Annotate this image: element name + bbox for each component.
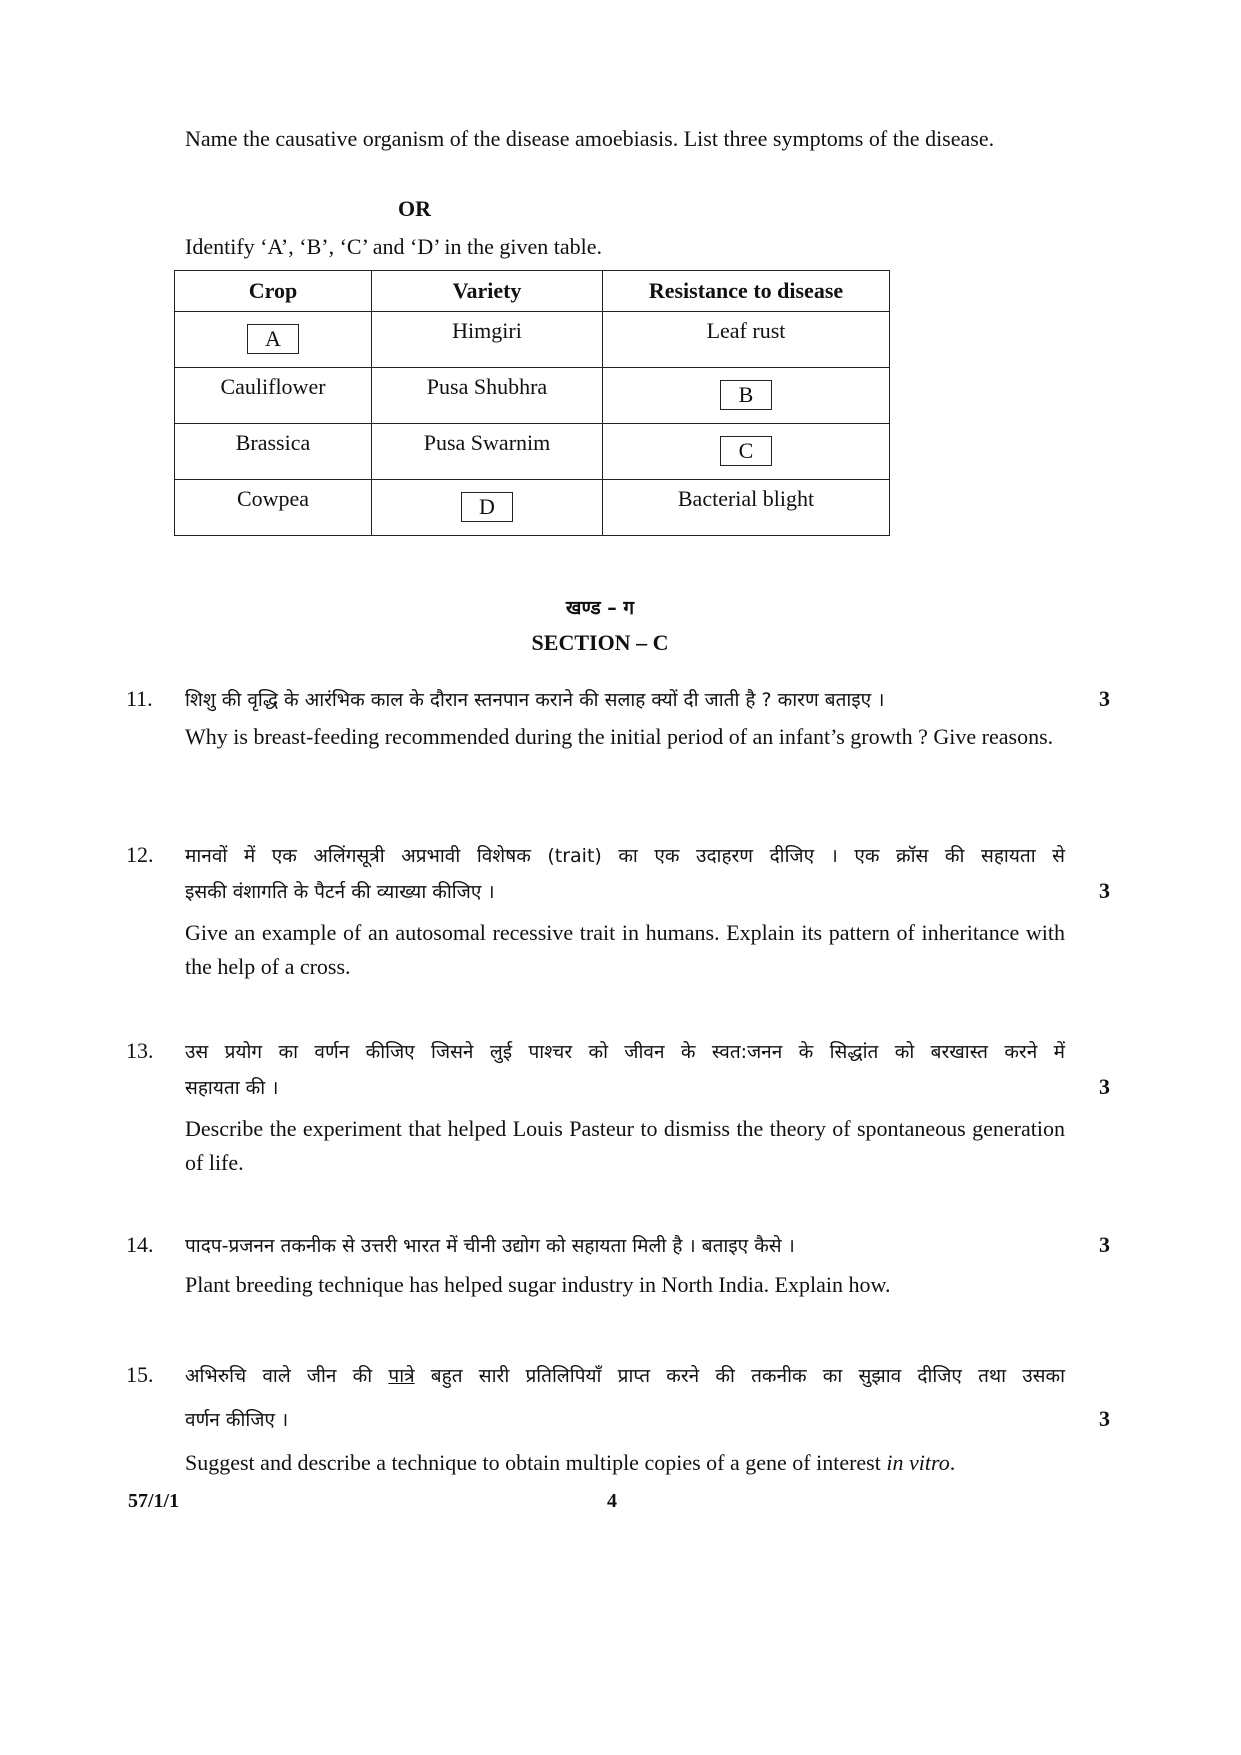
question-13-hindi-line1: उस प्रयोग का वर्णन कीजिए जिसने लुई पाश्चर को जीवन के स्वत:जनन के सिद्धांत को बरखास्त करने में (185, 1041, 1065, 1063)
italic-term: in vitro (886, 1450, 950, 1475)
text-span: Suggest and describe a technique to obtain multiple copies of a gene of interest (185, 1450, 887, 1475)
or-label: OR (398, 196, 431, 221)
marks: 3 (1099, 686, 1110, 711)
marks: 3 (1099, 878, 1110, 903)
question-13-english: Describe the experiment that helped Louis Pasteur to dismiss the theory of spontaneous generation of life. (185, 1116, 1065, 1175)
question-11-hindi: शिशु की वृद्धि के आरंभिक काल के दौरान स्तनपान कराने की सलाह क्यों दी जाती है ? कारण बताइए । (185, 689, 885, 711)
question-number: 12. (126, 842, 154, 867)
table-cell: Cowpea (175, 480, 372, 536)
header-variety: Variety (372, 271, 603, 312)
table-cell (603, 424, 890, 480)
paper-code: 57/1/1 (128, 1490, 180, 1512)
question-15-hindi-line1 (185, 1362, 1065, 1388)
table-cell (603, 368, 890, 424)
header-resistance: Resistance to disease (603, 271, 890, 312)
table-row (175, 368, 890, 424)
table-cell: Leaf rust (603, 312, 890, 368)
blank-box-c: C (720, 436, 772, 466)
question-number: 13. (126, 1038, 154, 1063)
identify-instruction: Identify ‘A’, ‘B’, ‘C’ and ‘D’ in the given table. (185, 234, 603, 259)
question-11-english: Why is breast-feeding recommended during the initial period of an infant’s growth ? Give reasons. (185, 724, 1054, 749)
amoebiasis-question: Name the causative organism of the disease amoebiasis. List three symptoms of the disease. (185, 126, 995, 151)
question-14-hindi: पादप-प्रजनन तकनीक से उत्तरी भारत में चीनी उद्योग को सहायता मिली है । बताइए कैसे । (185, 1235, 795, 1257)
marks: 3 (1099, 1074, 1110, 1099)
section-heading: SECTION – C (531, 630, 669, 655)
table-cell: Brassica (175, 424, 372, 480)
marks: 3 (1099, 1232, 1110, 1257)
question-12-hindi-line2: इसकी वंशागति के पैटर्न की व्याख्या कीजिए । (185, 881, 495, 903)
text-span: बहुत सारी प्रतिलिपियाँ प्राप्त करने की तकनीक का सुझाव दीजिए तथा उसका (414, 1365, 1065, 1387)
header-crop: Crop (175, 271, 372, 312)
blank-box-b: B (720, 380, 772, 410)
page-number: 4 (607, 1490, 617, 1512)
blank-box-a: A (247, 324, 299, 354)
question-12-english: Give an example of an autosomal recessive trait in humans. Explain its pattern of inheritance with the help of a cross. (185, 920, 1065, 979)
text-span: अभिरुचि वाले जीन की (185, 1365, 389, 1387)
table-cell: Cauliflower (175, 368, 372, 424)
blank-box-d: D (461, 492, 513, 522)
underlined-word: पात्रे (388, 1365, 415, 1387)
question-14-english: Plant breeding technique has helped sugar industry in North India. Explain how. (185, 1272, 891, 1297)
table-cell: Pusa Swarnim (372, 424, 603, 480)
question-13-hindi-line2: सहायता की । (185, 1077, 279, 1099)
table-cell (372, 480, 603, 536)
text-span: . (949, 1450, 956, 1475)
table-row (175, 424, 890, 480)
section-heading-hindi: खण्ड – ग (565, 597, 635, 619)
question-number: 14. (126, 1232, 154, 1257)
question-15-english (185, 1446, 1065, 1480)
table-header-row (175, 271, 890, 312)
table-cell: Himgiri (372, 312, 603, 368)
question-12-hindi-line1: मानवों में एक अलिंगसूत्री अप्रभावी विशेषक (trait) का एक उदाहरण दीजिए । एक क्रॉस की सहायता से (185, 845, 1065, 867)
table-cell: Bacterial blight (603, 480, 890, 536)
question-15-hindi-line2: वर्णन कीजिए । (185, 1409, 289, 1431)
table-row (175, 480, 890, 536)
crop-variety-table (174, 270, 890, 536)
question-number: 11. (126, 686, 153, 711)
question-number: 15. (126, 1362, 154, 1387)
table-cell: Pusa Shubhra (372, 368, 603, 424)
table-cell (175, 312, 372, 368)
table-row (175, 312, 890, 368)
marks: 3 (1099, 1406, 1110, 1431)
